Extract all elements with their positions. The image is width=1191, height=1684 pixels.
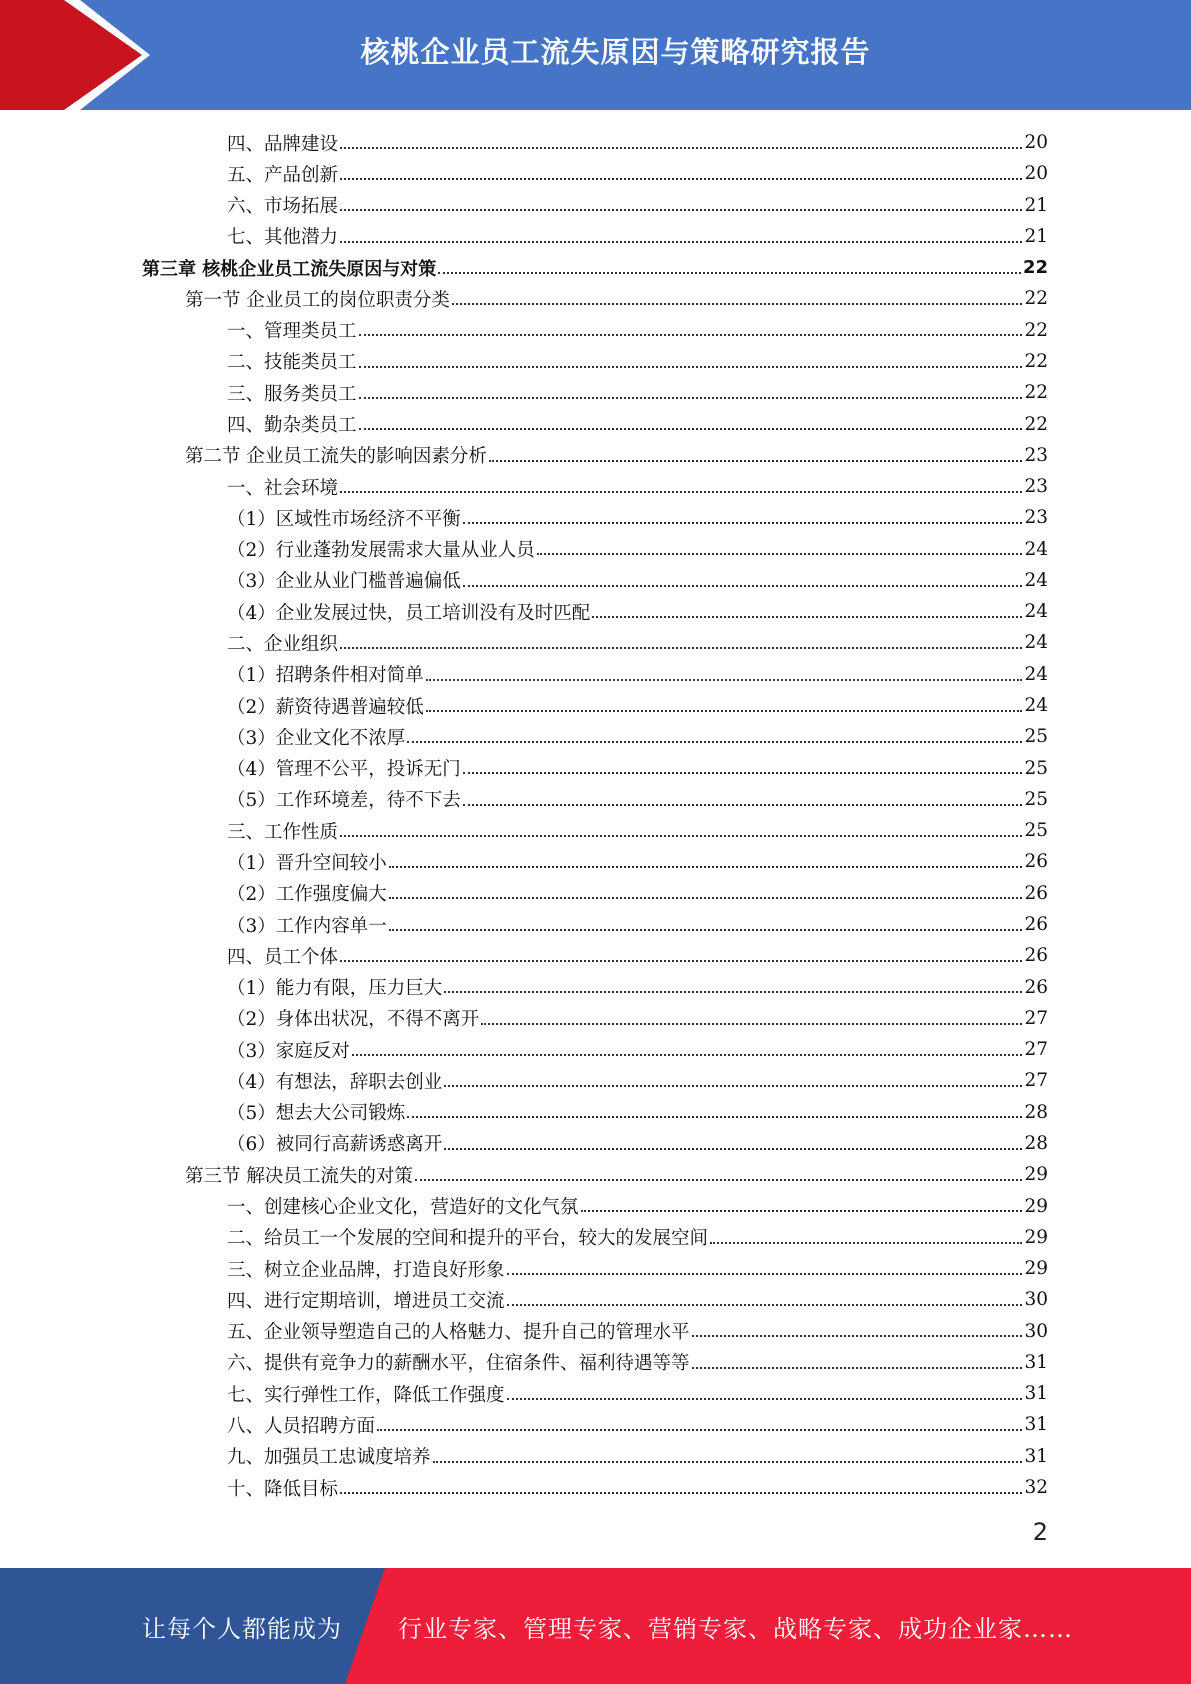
- toc-entry-page: 24: [1024, 663, 1048, 685]
- toc-entry-page: 31: [1024, 1445, 1048, 1467]
- toc-leader-dots: [463, 785, 1023, 806]
- toc-leader-dots: [507, 1286, 1023, 1307]
- toc-entry[interactable]: [227, 1409, 1048, 1440]
- toc-entry-page: 26: [1024, 851, 1048, 873]
- toc-leader-dots: [340, 128, 1022, 149]
- toc-leader-dots: [407, 1098, 1022, 1119]
- toc-entry-page: 22: [1024, 350, 1048, 372]
- toc-entry[interactable]: [142, 252, 1048, 283]
- toc-entry[interactable]: [227, 377, 1048, 408]
- toc-leader-dots: [359, 347, 1023, 368]
- toc-entry[interactable]: [227, 471, 1048, 502]
- toc-entry[interactable]: [227, 940, 1048, 971]
- toc-entry-page: 31: [1024, 1414, 1048, 1436]
- toc-entry[interactable]: [227, 784, 1048, 815]
- toc-entry[interactable]: [227, 1065, 1048, 1096]
- toc-entry[interactable]: [227, 221, 1048, 252]
- toc-entry-label: （6）被同行高薪诱惑离开: [227, 1134, 443, 1156]
- toc-entry-page: 23: [1024, 507, 1048, 529]
- toc-leader-dots: [389, 879, 1023, 900]
- toc-entry[interactable]: [227, 502, 1048, 533]
- footer-roles: 行业专家、管理专家、营销专家、战略专家、成功企业家……: [398, 1614, 1073, 1643]
- toc-entry-page: 24: [1024, 538, 1048, 560]
- toc-entry-page: 21: [1024, 194, 1048, 216]
- toc-entry[interactable]: [227, 534, 1048, 565]
- toc-leader-dots: [433, 1442, 1023, 1463]
- footer-slogan: 让每个人都能成为: [142, 1614, 342, 1643]
- toc-entry-label: （5）工作环境差，待不下去: [227, 790, 461, 812]
- toc-leader-dots: [463, 504, 1023, 525]
- toc-entry-label: 五、企业领导塑造自己的人格魅力、提升自己的管理水平: [227, 1322, 690, 1344]
- toc-entry-label: 第三章 核桃企业员工流失原因与对策: [142, 258, 437, 280]
- toc-leader-dots: [692, 1348, 1023, 1369]
- toc-entry-label: 二、技能类员工: [227, 352, 357, 374]
- toc-entry-label: 一、管理类员工: [227, 321, 357, 343]
- toc-entry-page: 25: [1024, 726, 1048, 748]
- toc-entry-page: 27: [1024, 1070, 1048, 1092]
- toc-entry[interactable]: [227, 1472, 1048, 1503]
- toc-entry-label: （3）家庭反对: [227, 1040, 350, 1062]
- toc-entry[interactable]: [227, 1097, 1048, 1128]
- toc-entry-label: 十、降低目标: [227, 1478, 339, 1500]
- toc-entry-label: 三、树立企业品牌，打造良好形象: [227, 1259, 505, 1281]
- toc-entry[interactable]: [185, 283, 1048, 314]
- toc-entry[interactable]: [227, 346, 1048, 377]
- toc-leader-dots: [444, 1129, 1022, 1150]
- toc-entry[interactable]: [227, 909, 1048, 940]
- toc-entry-label: （1）晋升空间较小: [227, 852, 387, 874]
- toc-entry-label: （2）工作强度偏大: [227, 884, 387, 906]
- toc-entry-label: 六、提供有竞争力的薪酬水平，住宿条件、福利待遇等等: [227, 1353, 690, 1375]
- toc-entry-label: （3）企业文化不浓厚: [227, 727, 406, 749]
- toc-entry-page: 24: [1024, 632, 1048, 654]
- toc-entry-label: 四、进行定期培训，增进员工交流: [227, 1290, 505, 1312]
- toc-entry-label: 六、市场拓展: [227, 196, 339, 218]
- toc-entry-page: 30: [1024, 1320, 1048, 1342]
- document-title: 核桃企业员工流失原因与策略研究报告: [360, 34, 871, 69]
- page-number: 2: [1032, 1518, 1048, 1546]
- toc-entry[interactable]: [227, 1034, 1048, 1065]
- toc-entry-page: 22: [1024, 288, 1048, 310]
- toc-entry-page: 25: [1024, 820, 1048, 842]
- toc-entry[interactable]: [227, 815, 1048, 846]
- toc-entry-page: 20: [1024, 132, 1048, 153]
- toc-entry[interactable]: [227, 627, 1048, 658]
- toc-entry-page: 23: [1024, 476, 1048, 498]
- toc-entry-label: 一、创建核心企业文化，营造好的文化气氛: [227, 1197, 579, 1219]
- toc-entry-label: 二、给员工一个发展的空间和提升的平台，较大的发展空间: [227, 1228, 709, 1250]
- toc-entry-page: 31: [1024, 1383, 1048, 1405]
- toc-entry-label: （1）区域性市场经济不平衡: [227, 508, 461, 530]
- toc-entry[interactable]: [227, 315, 1048, 346]
- toc-leader-dots: [463, 566, 1023, 587]
- toc-leader-dots: [710, 1223, 1022, 1244]
- toc-entry-page: 30: [1024, 1289, 1048, 1311]
- toc-leader-dots: [438, 254, 1021, 274]
- toc-entry-label: （2）薪资待遇普遍较低: [227, 696, 424, 718]
- toc-leader-dots: [340, 629, 1022, 650]
- toc-entry-page: 25: [1024, 788, 1048, 810]
- toc-entry-page: 27: [1024, 1007, 1048, 1029]
- toc-entry[interactable]: [227, 690, 1048, 721]
- toc-entry-page: 32: [1024, 1477, 1048, 1499]
- toc-entry[interactable]: [227, 1316, 1048, 1347]
- toc-entry-page: 24: [1024, 695, 1048, 717]
- toc-entry[interactable]: [227, 1347, 1048, 1378]
- toc-entry-page: 21: [1024, 225, 1048, 247]
- toc-entry[interactable]: [227, 846, 1048, 877]
- toc-entry[interactable]: [227, 878, 1048, 909]
- toc-entry-page: 29: [1024, 1226, 1048, 1248]
- toc-entry[interactable]: [227, 1378, 1048, 1409]
- toc-entry[interactable]: [227, 721, 1048, 752]
- toc-entry-label: 一、社会环境: [227, 477, 339, 499]
- toc-entry[interactable]: [227, 409, 1048, 440]
- toc-leader-dots: [352, 1035, 1023, 1056]
- toc-entry[interactable]: [227, 565, 1048, 596]
- toc-leader-dots: [415, 1160, 1023, 1181]
- toc-entry-label: （4）管理不公平，投诉无门: [227, 759, 461, 781]
- toc-leader-dots: [481, 1004, 1022, 1025]
- toc-entry-page: 22: [1024, 382, 1048, 404]
- toc-entry[interactable]: [185, 1159, 1048, 1190]
- toc-entry-page: 22: [1022, 257, 1048, 279]
- toc-entry[interactable]: [227, 1284, 1048, 1315]
- toc-leader-dots: [389, 910, 1023, 931]
- toc-leader-dots: [444, 973, 1022, 994]
- toc-entry-page: 26: [1024, 976, 1048, 998]
- toc-entry-label: （2）行业蓬勃发展需求大量从业人员: [227, 540, 535, 562]
- toc-entry-label: 三、工作性质: [227, 821, 339, 843]
- toc-entry-page: 26: [1024, 914, 1048, 935]
- toc-entry[interactable]: [227, 127, 1048, 158]
- toc-leader-dots: [537, 535, 1023, 556]
- toc-entry-label: 三、服务类员工: [227, 383, 357, 405]
- toc-entry[interactable]: [227, 659, 1048, 690]
- toc-entry-page: 24: [1024, 601, 1048, 623]
- toc-entry-label: （1）招聘条件相对简单: [227, 665, 424, 687]
- toc-entry-page: 28: [1024, 1101, 1048, 1123]
- toc-leader-dots: [340, 816, 1022, 837]
- toc-entry-label: 八、人员招聘方面: [227, 1415, 376, 1437]
- toc-entry-page: 22: [1024, 413, 1048, 435]
- toc-entry-label: 第一节 企业员工的岗位职责分类: [185, 289, 450, 311]
- toc-entry-label: 四、品牌建设: [227, 133, 339, 155]
- toc-entry-page: 29: [1024, 1164, 1048, 1186]
- toc-entry-label: （5）想去大公司锻炼: [227, 1103, 406, 1125]
- toc-leader-dots: [426, 691, 1023, 712]
- toc-entry-page: 31: [1024, 1351, 1048, 1373]
- toc-entry-page: 29: [1024, 1195, 1048, 1217]
- toc-leader-dots: [692, 1317, 1023, 1338]
- toc-entry-page: 26: [1024, 945, 1048, 967]
- toc-entry-label: （3）企业从业门槛普遍偏低: [227, 571, 461, 593]
- toc-entry[interactable]: [227, 596, 1048, 627]
- toc-entry[interactable]: [227, 1128, 1048, 1159]
- toc-leader-dots: [359, 410, 1023, 431]
- toc-leader-dots: [340, 160, 1022, 181]
- toc-leader-dots: [340, 472, 1022, 493]
- toc-entry-label: 七、其他潜力: [227, 227, 339, 249]
- toc-entry-page: 26: [1024, 882, 1048, 904]
- toc-entry-label: 五、产品创新: [227, 164, 339, 186]
- toc-entry-label: 二、企业组织: [227, 633, 339, 655]
- toc-entry-page: 27: [1024, 1039, 1048, 1061]
- toc-leader-dots: [359, 378, 1023, 399]
- toc-leader-dots: [389, 848, 1023, 869]
- toc-leader-dots: [463, 754, 1023, 775]
- toc-entry-page: 29: [1024, 1258, 1048, 1280]
- toc-entry[interactable]: [227, 1003, 1048, 1034]
- toc-entry-page: 22: [1024, 319, 1048, 341]
- page-header: [0, 0, 1191, 110]
- toc-leader-dots: [340, 942, 1022, 963]
- toc-leader-dots: [340, 222, 1022, 243]
- toc-leader-dots: [489, 441, 1023, 462]
- toc-leader-dots: [359, 316, 1023, 337]
- toc-entry-page: 23: [1024, 444, 1048, 466]
- toc-entry[interactable]: [227, 972, 1048, 1003]
- toc-leader-dots: [581, 1192, 1023, 1213]
- toc-leader-dots: [340, 191, 1022, 212]
- toc-leader-dots: [377, 1411, 1022, 1432]
- toc-entry-page: 25: [1024, 757, 1048, 779]
- toc-entry-label: 四、勤杂类员工: [227, 415, 357, 437]
- toc-entry-page: 28: [1024, 1132, 1048, 1154]
- toc-leader-dots: [452, 285, 1023, 306]
- toc-leader-dots: [507, 1254, 1023, 1275]
- toc-entry[interactable]: [227, 158, 1048, 189]
- toc-entry-page: 20: [1024, 163, 1048, 185]
- toc-entry-label: 七、实行弹性工作，降低工作强度: [227, 1384, 505, 1406]
- toc-entry[interactable]: [185, 440, 1048, 471]
- toc-entry[interactable]: [227, 1253, 1048, 1284]
- toc-leader-dots: [444, 1067, 1022, 1088]
- toc-leader-dots: [340, 1473, 1022, 1494]
- toc-entry-label: 第二节 企业员工流失的影响因素分析: [185, 446, 487, 468]
- toc-entry[interactable]: [227, 1222, 1048, 1253]
- toc-entry-label: 四、员工个体: [227, 946, 339, 968]
- toc-leader-dots: [507, 1379, 1023, 1400]
- toc-entry-label: 第三节 解决员工流失的对策: [185, 1165, 413, 1187]
- toc-leader-dots: [407, 723, 1022, 744]
- page-footer: [0, 1568, 1191, 1684]
- toc-entry-label: 九、加强员工忠诚度培养: [227, 1447, 431, 1469]
- toc-entry[interactable]: [227, 1441, 1048, 1472]
- toc-entry-page: 24: [1024, 569, 1048, 591]
- toc-entry[interactable]: [227, 753, 1048, 784]
- toc-entry[interactable]: [227, 1191, 1048, 1222]
- toc-leader-dots: [426, 660, 1023, 681]
- toc-leader-dots: [592, 597, 1022, 618]
- toc-entry-label: （3）工作内容单一: [227, 915, 387, 937]
- toc-entry-label: （2）身体出状况，不得不离开: [227, 1009, 480, 1031]
- toc-entry-label: （4）企业发展过快，员工培训没有及时匹配: [227, 602, 591, 624]
- toc-entry[interactable]: [227, 190, 1048, 221]
- toc-entry-label: （1）能力有限，压力巨大: [227, 978, 443, 1000]
- toc-entry-label: （4）有想法，辞职去创业: [227, 1071, 443, 1093]
